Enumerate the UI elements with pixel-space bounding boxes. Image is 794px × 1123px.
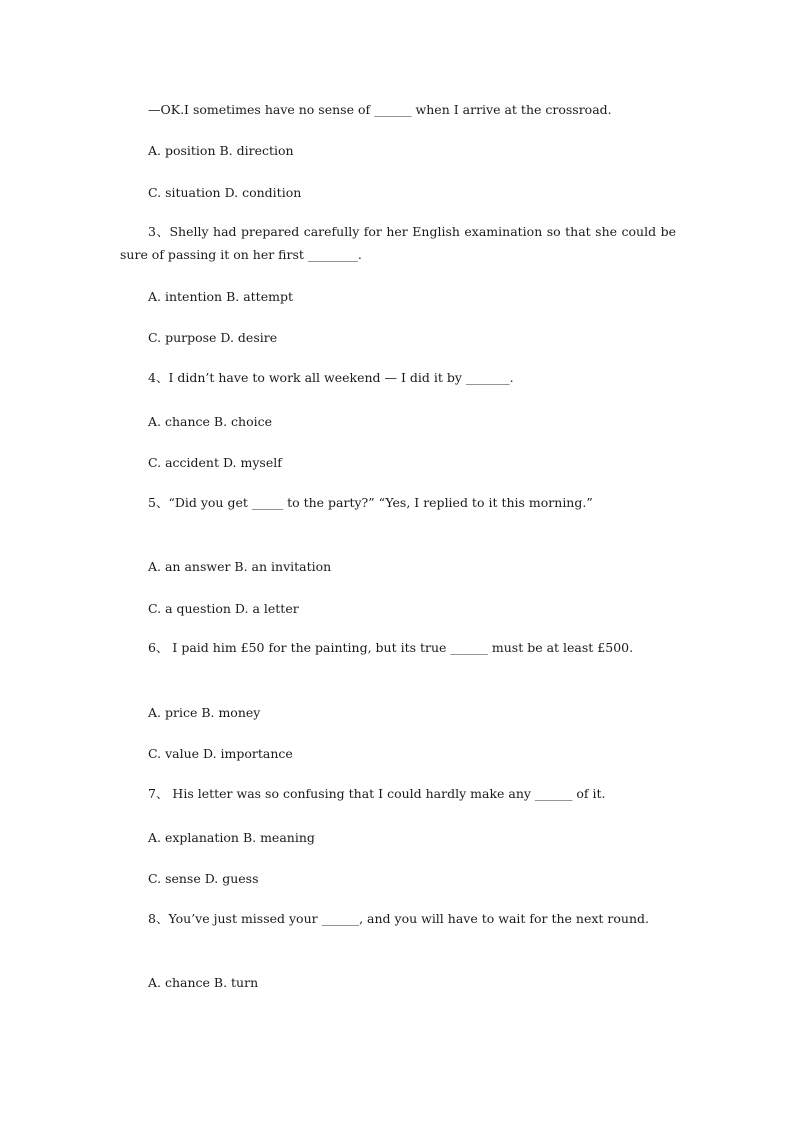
question-3-options-cd: C. purpose D. desire (148, 330, 278, 345)
question-2-options-cd: C. situation D. condition (148, 185, 302, 200)
question-4-options-cd: C. accident D. myself (148, 455, 282, 470)
question-5-stem: 5、“Did you get _____ to the party?” “Yes, I replied to it this morning.” (148, 495, 593, 510)
question-8-options-ab: A. chance B. turn (148, 975, 259, 990)
question-6-options-cd: C. value D. importance (148, 746, 293, 761)
question-3-options-ab: A. intention B. attempt (148, 289, 293, 304)
question-6-stem: 6、 I paid him £50 for the painting, but its true ______ must be at least £500. (148, 640, 634, 655)
question-4-stem: 4、I didn’t have to work all weekend — I did it by _______. (148, 370, 514, 385)
question-7-stem: 7、 His letter was so confusing that I could hardly make any ______ of it. (148, 786, 606, 801)
question-5-options-ab: A. an answer B. an invitation (148, 559, 332, 574)
question-7-options-ab: A. explanation B. meaning (148, 830, 315, 845)
question-3-stem: 3、Shelly had prepared carefully for her English examination so that she could be sure of passing it on her first ________. (120, 224, 676, 262)
question-7-options-cd: C. sense D. guess (148, 871, 259, 886)
question-2-stem-continuation: —OK.I sometimes have no sense of ______ when I arrive at the crossroad. (148, 102, 612, 117)
question-4-options-ab: A. chance B. choice (148, 414, 273, 429)
question-2-options-ab: A. position B. direction (148, 143, 294, 158)
question-6-options-ab: A. price B. money (148, 705, 261, 720)
question-8-stem: 8、You’ve just missed your ______, and you will have to wait for the next round. (148, 911, 650, 926)
question-5-options-cd: C. a question D. a letter (148, 601, 299, 616)
